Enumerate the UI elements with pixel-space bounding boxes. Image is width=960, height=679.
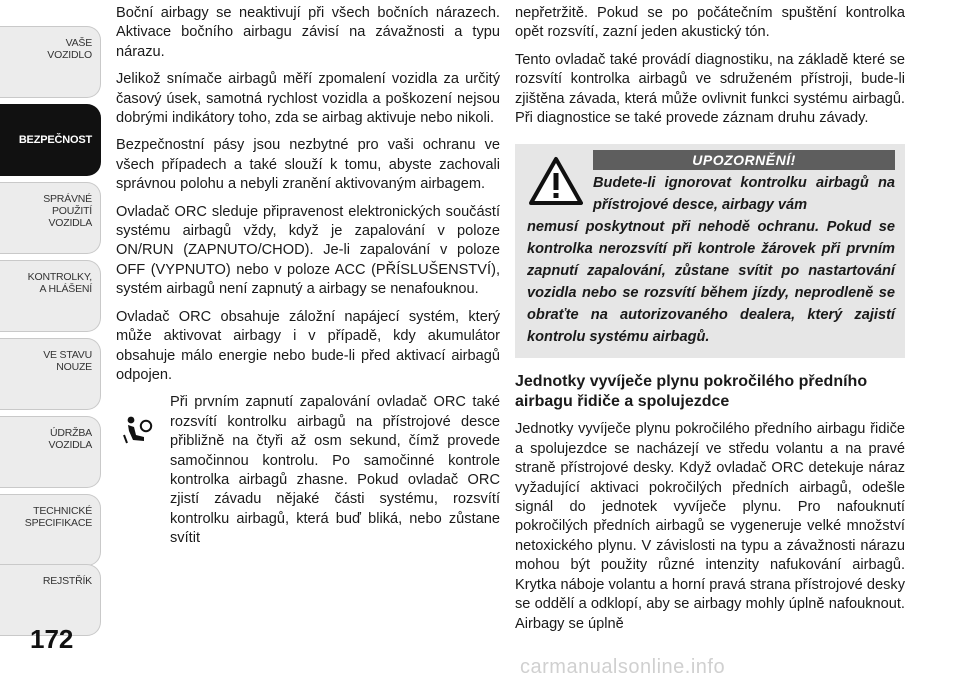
warning-text-rest: nemusí poskytnout při nehodě ochranu. Pokud se kontrolka nerozsvítí při kontrole žárovek při prvním zapnutí zapalování, zůstane svítit po nastartování vozidla nebo se rozsvítí během jízdy, neprodleně se obraťte na autorizovaného dealera, který zajistí kontrolu systému airbagů.	[527, 219, 895, 346]
airbag-indicator-paragraph	[116, 393, 500, 548]
section-title: Jednotky vyvíječe plynu pokročilého předního airbagu řidiče a spolujezdce	[515, 373, 868, 411]
tab-kontrolky-a-hlaseni[interactable]	[0, 260, 101, 332]
paragraph: Při prvním zapnutí zapalování ovladač ORC také rozsvítí kontrolku airbagů na přístrojové desce přibližně na čtyři až osm sekund, čímž provede samočinnou kontrolu. Po samočinné kontrole kontrolka airbagů zhasne. Pokud ovladač ORC zjistí závadu nějaké části systému, rozsvítí kontrolku airbagů, která buď bliká, nebo zůstane svítit	[170, 394, 500, 547]
tab-label: VE STAVU NOUZE	[43, 349, 92, 373]
warning-text-indented: Budete-li ignorovat kontrolku airbagů na přístrojové desce, airbagy vám	[593, 175, 895, 214]
tab-label: TECHNICKÉ SPECIFIKACE	[24, 505, 92, 529]
warning-title: UPOZORNĚNÍ!	[593, 150, 895, 170]
tab-label: VAŠE VOZIDLO	[47, 37, 92, 61]
watermark: carmanualsonline.info	[520, 656, 726, 678]
paragraph: Boční airbagy se neaktivují při všech bočních nárazech. Aktivace bočního airbagu závisí na závažnosti a typu nárazu.	[116, 5, 500, 60]
tab-udrzba-vozidla[interactable]	[0, 416, 101, 488]
paragraph: nepřetržitě. Pokud se po počátečním spuštění kontrolka opět rozsvítí, zazní jeden akustický tón.	[515, 5, 905, 41]
paragraph: Jednotky vyvíječe plynu pokročilého předního airbagu řidiče a spolujezdce se nacházejí ve středu volantu a na pravé straně přístrojové desky. Když ovladač ORC detekuje náraz vyžadující aktivaci pokročilých předních airbagů, odešle signál do jednotek vyvíječe plynu. Pro nafouknutí pokročilých předních airbagů se vygeneruje velké množství netoxického plynu. V závislosti na typu a závažnosti nárazu mohou být použity různé intenzity nafukování airbagů. Krytka náboje volantu a horní pravá strana přístrojové desky se oddělí a odklopí, aby se airbagy mohly úplně nafouknout. Airbagy se úplně	[515, 421, 905, 632]
paragraph: Ovladač ORC obsahuje záložní napájecí systém, který může aktivovat airbagy i v případě, kdy akumulátor obsahuje málo energie nebo bude-li před aktivací airbagů odpojen.	[116, 308, 500, 383]
tab-vase-vozidlo[interactable]	[0, 26, 101, 98]
paragraph: Ovladač ORC sleduje připravenost elektronických součástí systému airbagů vždy, když je zapalování v poloze ON/RUN (ZAPNUTO/CHOD). Je-li zapalování v poloze OFF (VYPNUTO) nebo v poloze ACC (PŘÍSLUŠENSTVÍ), systém airbagů není zapnutý a airbagy se nenafouknou.	[116, 203, 500, 298]
tab-technicke-specifikace[interactable]	[0, 494, 101, 566]
tab-label: SPRÁVNÉ POUŽITÍ VOZIDLA	[43, 193, 92, 229]
tab-spravne-pouziti-vozidla[interactable]	[0, 182, 101, 254]
tab-ve-stavu-nouze[interactable]	[0, 338, 101, 410]
right-column	[515, 4, 905, 642]
chapter-tabs	[0, 0, 104, 678]
left-column	[116, 4, 500, 549]
tab-label: KONTROLKY, A HLÁŠENÍ	[27, 271, 92, 295]
tab-bezpecnost[interactable]	[0, 104, 101, 176]
tab-label: REJSTŘÍK	[42, 575, 92, 587]
page-number: 172	[30, 624, 74, 654]
tab-label: BEZPEČNOST	[18, 134, 92, 146]
warning-triangle-icon	[529, 156, 583, 206]
tab-label: ÚDRŽBA VOZIDLA	[48, 427, 92, 451]
warning-box	[515, 144, 905, 358]
paragraph: Bezpečnostní pásy jsou nezbytné pro vaši ochranu ve všech případech a také slouží k tomu, abyste zachovali správnou polohu a nebyli zranění aktivovaným airbagem.	[116, 137, 500, 193]
paragraph: Tento ovladač také provádí diagnostiku, na základě které se rozsvítí kontrolka airbagů ve sdruženém přístroji, bude-li zjištěna závada, která může ovlivnit funkci systému airbagů. Při diagnostice se také provede záznam druhu závady.	[515, 51, 905, 127]
airbag-warning-icon	[116, 393, 170, 548]
paragraph: Jelikož snímače airbagů měří zpomalení vozidla za určitý časový úsek, samotná rychlost vozidla a poškození nejsou dobrými indikátory toho, zda se airbag aktivuje nebo nikoli.	[116, 71, 500, 127]
